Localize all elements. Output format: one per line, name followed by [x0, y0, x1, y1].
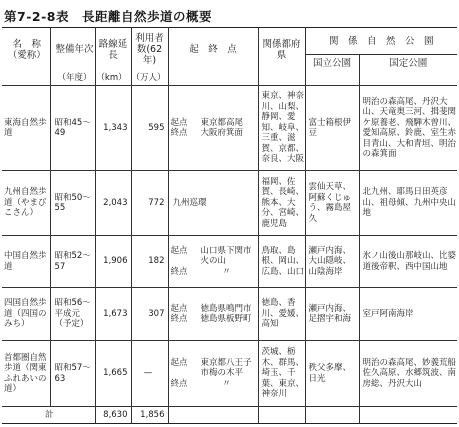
trail-national-parks: 瀬戸内海、大山隠岐、山陰海岸 [305, 236, 359, 288]
table-row [2, 236, 457, 288]
header-parks: 関 係 自 然 公 園 [305, 28, 457, 55]
start-point: 九州巡環 [172, 197, 207, 208]
unit-year: （年度） [50, 71, 95, 86]
trail-prefectures: 福岡、佐賀、長崎、熊本、大分、宮崎、鹿児島 [258, 171, 305, 236]
trail-length: 2,043 [95, 171, 131, 236]
trail-endpoints [168, 288, 258, 341]
trail-quasi-parks: 室戸阿南海岸 [359, 288, 457, 341]
total-length: 8,630 [95, 407, 131, 424]
start-point: 山口県下関市火の山 [200, 245, 252, 267]
trail-year: 昭和52〜57 [50, 236, 95, 288]
start-label: 起点 [170, 357, 188, 368]
table-row [2, 86, 457, 171]
trail-national-parks: 秩父多摩、日光 [305, 341, 359, 407]
header-row [2, 28, 457, 55]
trail-year: 昭和56〜平成元（予定） [50, 288, 95, 341]
start-point: 東京都高尾 [200, 117, 244, 128]
trail-users: 182 [131, 236, 168, 288]
trail-national-parks: 雲仙天草、阿蘇くじゅう、霧島屋久 [305, 171, 359, 236]
trail-length: 1,665 [95, 341, 131, 407]
table-row [2, 171, 457, 236]
trail-name: 中国自然歩道 [2, 236, 50, 288]
trail-users: 307 [131, 288, 168, 341]
table-row [2, 341, 457, 407]
end-label: 終点 [170, 128, 188, 138]
header-kiten: 起 終 点 [168, 28, 258, 72]
units-row [2, 71, 457, 86]
trail-users: 772 [131, 171, 168, 236]
trail-length: 1,343 [95, 86, 131, 171]
trail-year: 昭和50〜55 [50, 171, 95, 236]
nature-trail-table [2, 27, 457, 424]
start-label: 起点 [170, 117, 188, 128]
trail-users: — [131, 341, 168, 407]
end-label: 終点 [170, 266, 188, 277]
end-point: 〃 [222, 266, 231, 277]
header-prefectures: 関係都府県 [258, 28, 305, 72]
trail-endpoints [168, 236, 258, 288]
unit-length: （km） [95, 71, 131, 86]
trail-name: 九州自然歩道（やまびこさん） [2, 171, 50, 236]
end-point: 徳島県板野町 [200, 314, 252, 324]
header-name: 名 称（愛称） [2, 28, 50, 72]
trail-name: 首都圏自然歩道（関東ふれあいの道） [2, 341, 50, 407]
start-point: 徳島県鳴門市 [200, 303, 252, 314]
trail-prefectures: 徳島、香川、愛媛、高知 [258, 288, 305, 341]
trail-endpoints [168, 86, 258, 171]
trail-length: 1,673 [95, 288, 131, 341]
table-title: 第7-2-8表 長距離自然歩道の概要 [4, 9, 212, 24]
trail-national-parks: 富士箱根伊豆 [305, 86, 359, 171]
trail-national-parks: 瀬戸内海、足摺宇和海 [305, 288, 359, 341]
start-label: 起点 [170, 303, 188, 314]
header-users: 利用者数(62年) [131, 28, 168, 72]
header-quasi: 国定公園 [389, 57, 428, 69]
trail-quasi-parks: 北九州、耶馬日田英彦山、祖母傾、九州中央山地 [359, 171, 457, 236]
end-label: 終点 [170, 314, 188, 324]
header-year: 整備年次 [50, 28, 95, 72]
header-length: 路線延長 [95, 28, 131, 72]
trail-quasi-parks: 明治の森高尾、妙義荒船佐久高原、水郷筑波、南房総、丹沢大山 [359, 341, 457, 407]
total-users: 1,856 [131, 407, 168, 424]
start-label: 起点 [170, 245, 188, 256]
table-row [2, 288, 457, 341]
end-label: 終点 [170, 378, 188, 389]
trail-year: 昭和45〜49 [50, 86, 95, 171]
trail-prefectures: 東京、神奈川、山梨、静岡、愛知、岐阜、三重、滋賀、京都、奈良、大阪 [258, 86, 305, 171]
trail-length: 1,906 [95, 236, 131, 288]
header-national: 国立公園 [305, 55, 359, 72]
trail-name: 東海自然歩道 [2, 86, 50, 171]
trail-quasi-parks: 氷ノ山後山那岐山、比婆道後帝釈、西中国山地 [359, 236, 457, 288]
unit-users: （万人） [131, 71, 168, 86]
total-row [2, 407, 457, 424]
trail-name: 四国自然歩道（四国のみち） [2, 288, 50, 341]
trail-year: 昭和57〜63 [50, 341, 95, 407]
end-point: 〃 [222, 378, 231, 389]
trail-users: 595 [131, 86, 168, 171]
start-point: 東京都八王子市梅の木平 [200, 357, 252, 379]
trail-quasi-parks: 明治の森高尾、丹沢大山、天竜奥三河、揖斐関ケ原養老、飛騨木曽川、愛知高原、鈴鹿、室生赤目青山、大和青垣、明治の森箕面 [359, 86, 457, 171]
total-label: 計 [2, 407, 95, 424]
trail-endpoints [168, 171, 258, 236]
end-point: 大阪府箕面 [200, 128, 244, 138]
trail-endpoints [168, 341, 258, 407]
trail-prefectures: 茨城、栃木、群馬、埼玉、千葉、東京、神奈川 [258, 341, 305, 407]
trail-prefectures: 鳥取、島根、岡山、広島、山口 [258, 236, 305, 288]
